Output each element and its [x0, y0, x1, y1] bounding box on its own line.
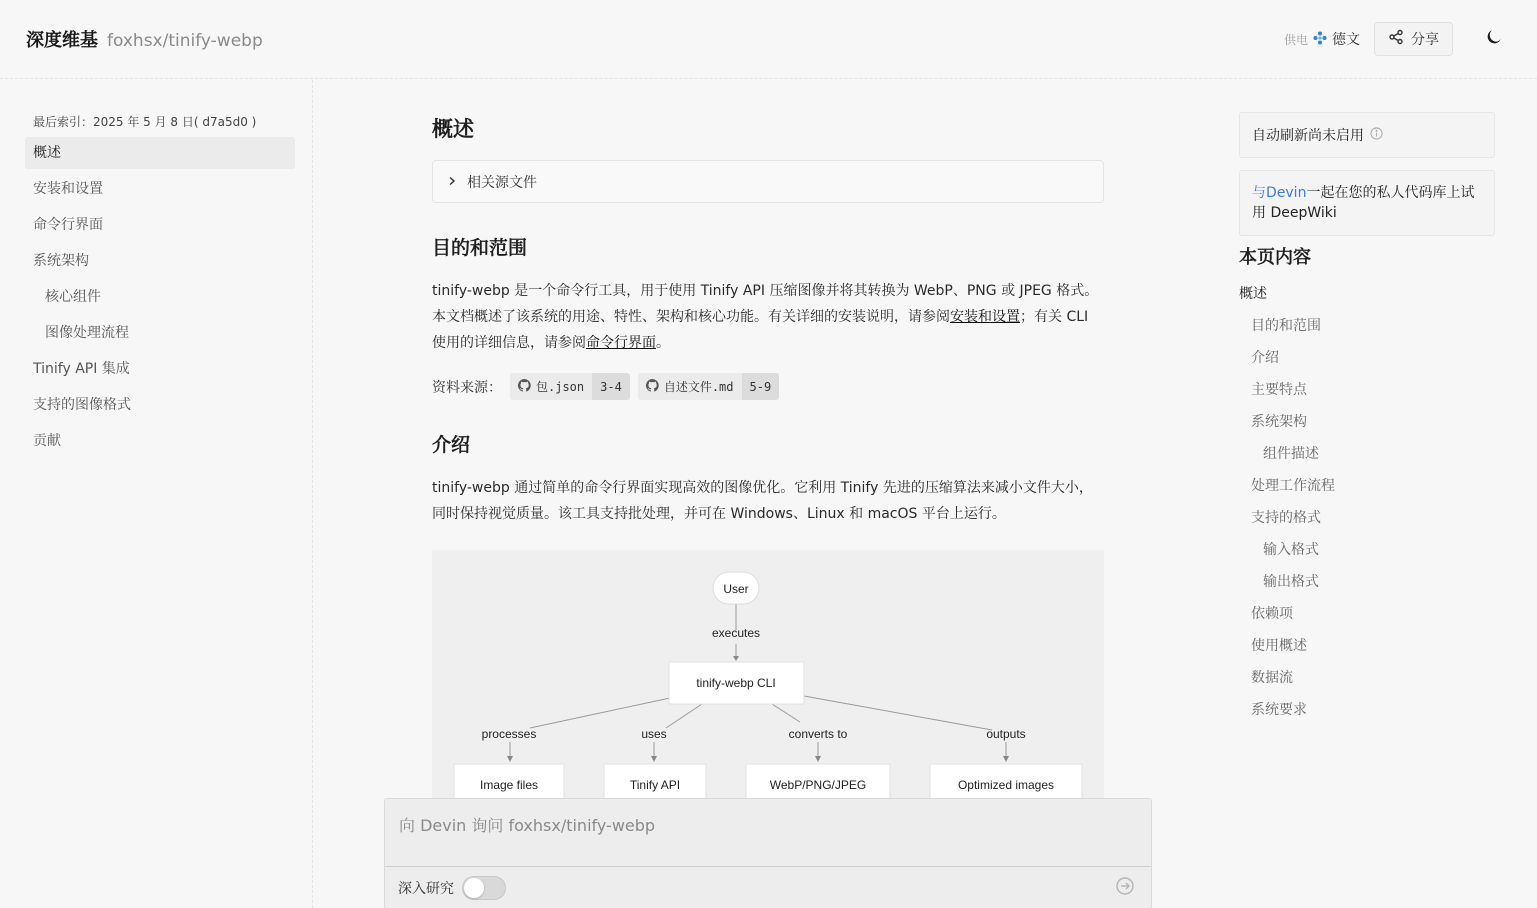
related-files-toggle[interactable] [432, 160, 1104, 203]
source-name [638, 373, 742, 400]
toc-item-requirements[interactable]: 系统要求 [1251, 702, 1307, 718]
toc-item-features[interactable]: 主要特点 [1251, 382, 1307, 398]
install-link[interactable]: 安装和设置 [950, 309, 1020, 325]
toc-item-workflow[interactable]: 处理工作流程 [1251, 478, 1335, 494]
sidebar-item-contributing[interactable]: 贡献 [33, 433, 61, 449]
arrowhead [815, 756, 821, 762]
source-lines: 5-9 [742, 373, 780, 400]
toggle-knob [464, 878, 484, 898]
sidebar-item-tinify-api[interactable]: Tinify API 集成 [33, 361, 130, 377]
devin-promo-card[interactable] [1239, 170, 1495, 236]
related-files-label: 相关源文件 [467, 174, 537, 191]
section-purpose-heading: 目的和范围 [432, 237, 528, 259]
info-icon[interactable] [1370, 127, 1383, 144]
powered-by-name: 德文 [1332, 32, 1360, 48]
diagram-user-label: User [723, 582, 749, 596]
toc-item-purpose[interactable]: 目的和范围 [1251, 318, 1321, 334]
diagram-node-formats [746, 764, 890, 800]
top-bar [0, 0, 1537, 79]
diagram-node-optimized [930, 764, 1082, 800]
github-icon [518, 379, 531, 395]
header-actions [1284, 22, 1511, 56]
sidebar [0, 80, 313, 908]
purpose-paragraph [432, 278, 1104, 356]
toc-item-input-formats[interactable]: 输入格式 [1263, 542, 1319, 558]
site-title[interactable]: 深度维基 [26, 30, 98, 51]
toc-item-dataflow[interactable]: 数据流 [1251, 670, 1293, 686]
arrowhead [733, 656, 739, 661]
moon-icon [1485, 28, 1503, 50]
toc-item-formats[interactable]: 支持的格式 [1251, 510, 1321, 526]
source-lines: 3-4 [592, 373, 630, 400]
diagram-target-label: Optimized images [957, 778, 1055, 792]
diagram-node-image-files [454, 764, 564, 800]
diagram-edge-processes: processes [481, 727, 537, 741]
diagram-node-cli [669, 662, 804, 704]
sidebar-item-core-components[interactable]: 核心组件 [45, 289, 101, 305]
diagram-target-label: Tinify API [629, 778, 681, 792]
arrow-right-icon [1116, 877, 1134, 899]
diagram-target-label: WebP/PNG/JPEG [769, 778, 867, 792]
source-chip[interactable] [638, 373, 779, 400]
main-content [432, 80, 1104, 800]
sidebar-item-overview[interactable]: 概述 [25, 137, 295, 169]
devin-link[interactable]: 与Devin [1252, 185, 1307, 201]
purpose-text-2: ；有关 CLI 使用的详细信息，请参阅 [432, 309, 1089, 351]
sidebar-item-architecture[interactable]: 系统架构 [33, 253, 89, 269]
source-name [510, 373, 592, 400]
arrowhead [507, 756, 513, 762]
ask-devin-footer [385, 867, 1151, 908]
sidebar-item-formats[interactable]: 支持的图像格式 [33, 397, 131, 413]
intro-paragraph: tinify-webp 通过简单的命令行界面实现高效的图像优化。它利用 Tinify 先进的压缩算法来减小文件大小，同时保持视觉质量。该工具支持批处理，并可在 Windows、Linux 和 macOS 平台上运行。 [432, 480, 1093, 522]
auto-refresh-label: 自动刷新尚未启用 [1252, 128, 1364, 144]
purpose-text-1: tinify-webp 是一个命令行工具，用于使用 Tinify API 压缩图像并将其转换为 WebP、PNG 或 JPEG 格式。本文档概述了该系统的用途、特性、架构和核心功能。有关详细的安装说明，请参阅 [432, 283, 1099, 325]
theme-toggle-button[interactable] [1477, 22, 1511, 56]
purpose-text-3: 。 [656, 335, 670, 351]
devin-promo-text: 一起在您的私人代码库上试用 DeepWiki [1252, 185, 1475, 221]
section-intro-heading: 介绍 [432, 434, 471, 456]
sidebar-item-image-pipeline[interactable]: 图像处理流程 [45, 325, 129, 341]
architecture-diagram [432, 550, 1104, 800]
source-chip[interactable] [510, 373, 630, 400]
diagram-node-tinify-api [604, 764, 706, 800]
auto-refresh-card [1239, 112, 1495, 158]
edge-cli-converts [772, 704, 800, 722]
toc-item-architecture[interactable]: 系统架构 [1251, 414, 1307, 430]
toc-item-output-formats[interactable]: 输出格式 [1263, 574, 1319, 590]
devin-logo-icon [1313, 31, 1327, 48]
diagram-edge-executes: executes [711, 626, 761, 640]
diagram-edge-outputs: outputs [986, 727, 1026, 741]
share-button[interactable] [1374, 22, 1453, 56]
toc-item-components[interactable]: 组件描述 [1263, 446, 1319, 462]
right-panel [1239, 112, 1495, 726]
edge-cli-processes [530, 698, 670, 728]
brand[interactable] [26, 26, 263, 52]
cli-link[interactable]: 命令行界面 [586, 335, 656, 351]
diagram-node-user [713, 572, 759, 604]
share-icon [1388, 29, 1404, 49]
edge-cli-uses [666, 704, 702, 728]
sources [432, 373, 1104, 400]
chevron-right-icon [447, 174, 457, 190]
repo-name[interactable]: foxhsx/tinify-webp [107, 31, 263, 51]
diagram-target-label: Image files [479, 778, 539, 792]
share-label: 分享 [1411, 32, 1439, 48]
diagram-edge-uses: uses [641, 727, 667, 741]
page-title: 概述 [432, 117, 474, 141]
edge-cli-outputs [804, 696, 992, 730]
toc-title: 本页内容 [1239, 247, 1311, 268]
sources-label: 资料来源： [432, 379, 502, 396]
sidebar-item-cli[interactable]: 命令行界面 [33, 217, 103, 233]
diagram-edge-converts: converts to [788, 727, 848, 741]
arrowhead [1003, 756, 1009, 762]
toc-item-intro[interactable]: 介绍 [1251, 350, 1279, 366]
ask-devin-input[interactable]: 向 Devin 询问 foxhsx/tinify-webp [385, 799, 1151, 867]
send-button[interactable] [1113, 876, 1137, 900]
deep-research [398, 876, 506, 900]
toc-item-overview[interactable]: 概述 [1239, 286, 1267, 302]
diagram-cli-label: tinify-webp CLI [696, 676, 776, 690]
github-icon [646, 379, 659, 395]
powered-by[interactable] [1284, 29, 1360, 49]
source-filename: 自述文件.md [663, 380, 734, 394]
deep-research-label: 深入研究 [398, 881, 454, 897]
toc-item-usage[interactable]: 使用概述 [1251, 638, 1307, 654]
last-indexed: 最后索引：2025 年 5 月 8 日( d7a5d0 ) [33, 115, 257, 129]
deep-research-toggle[interactable] [462, 876, 506, 900]
arrowhead [651, 756, 657, 762]
source-filename: 包.json [536, 380, 585, 394]
ask-devin-panel [384, 798, 1152, 908]
sidebar-item-install[interactable]: 安装和设置 [33, 181, 103, 197]
toc-item-dependencies[interactable]: 依赖项 [1251, 606, 1293, 622]
powered-by-label: 供电 [1283, 32, 1308, 47]
